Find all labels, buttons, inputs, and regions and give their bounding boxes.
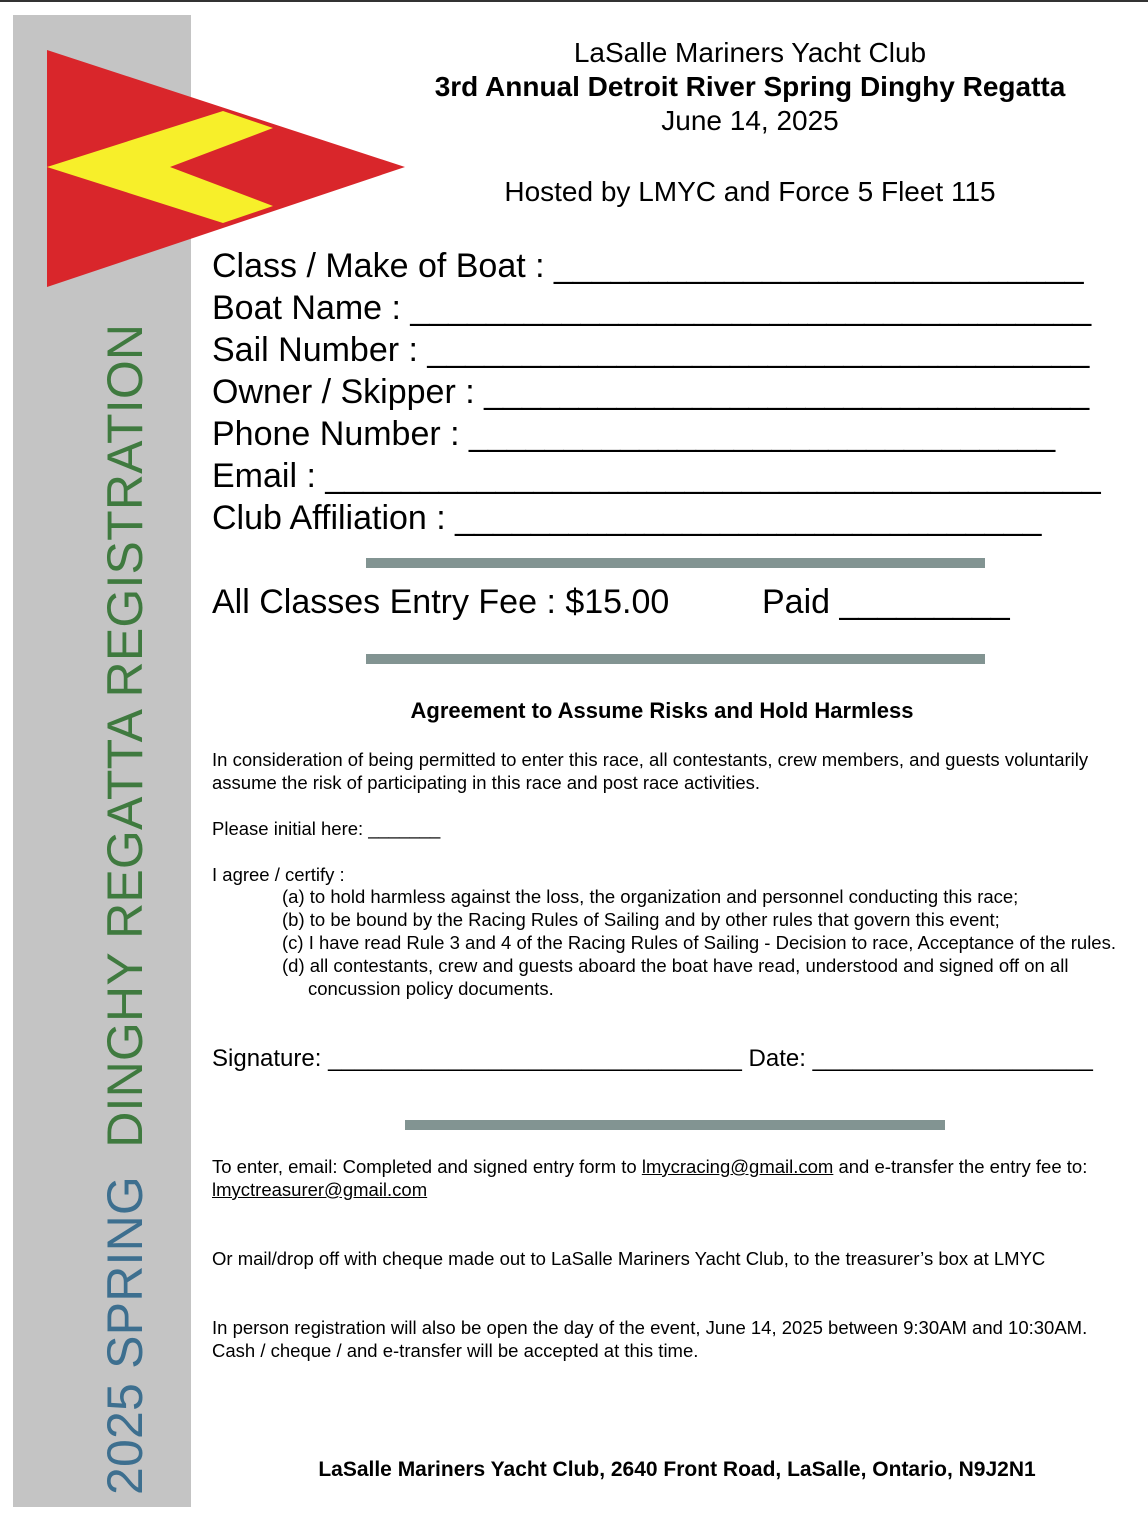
agreement-list [282,885,1142,1000]
entry-fee-label: All Classes Entry Fee : $15.00 [212,583,670,621]
agreement-intro: In consideration of being permitted to enter this race, all contestants, crew members, and guests voluntarily assume the risk of participating in this race and post race activities. [212,749,1089,793]
email-text-2: and e-transfer the entry fee to: [833,1156,1088,1177]
initial-field[interactable]: Please initial here: _______ [212,818,441,839]
field-phone-number[interactable]: Phone Number : _______________________________ [212,415,1056,453]
event-date: June 14, 2025 [661,105,839,136]
mail-instructions: Or mail/drop off with cheque made out to LaSalle Mariners Yacht Club, to the treasurer’s box at LMYC [212,1248,1046,1269]
field-email[interactable]: Email : _________________________________________ [212,457,1101,495]
signature-field[interactable]: Signature: _______________________________ [212,1045,742,1072]
event-title: 3rd Annual Detroit River Spring Dinghy Regatta [434,71,1066,102]
agreement-item: (c) I have read Rule 3 and 4 of the Racing Rules of Sailing - Decision to race, Acceptance of the rules. [282,932,1116,953]
field-sail-number[interactable]: Sail Number : ___________________________________ [212,331,1090,369]
agree-heading: I agree / certify : [212,864,345,885]
top-border-rule [0,0,1148,2]
field-club-affiliation[interactable]: Club Affiliation : _______________________________ [212,499,1042,537]
divider-bar [405,1120,945,1130]
racing-email-link[interactable]: lmycracing@gmail.com [641,1156,834,1177]
signature-row [212,1045,1093,1073]
vertical-event-title [97,315,156,1495]
agreement-item: (a) to hold harmless against the loss, the organization and personnel conducting this race; [282,886,1019,907]
footer-address: LaSalle Mariners Yacht Club, 2640 Front Road, LaSalle, Ontario, N9J2N1 [318,1458,1036,1481]
field-boat-name[interactable]: Boat Name : ____________________________________ [212,289,1092,327]
registration-fields [212,245,1101,539]
date-field[interactable]: Date: _____________________ [748,1045,1093,1072]
entry-fee-row [212,583,1010,622]
divider-bar [366,654,985,664]
email-instructions [212,1155,1132,1201]
divider-bar [366,558,985,568]
agreement-title: Agreement to Assume Risks and Hold Harmless [410,698,914,723]
club-name: LaSalle Mariners Yacht Club [573,37,927,68]
agreement-item: (b) to be bound by the Racing Rules of Sailing and by other rules that govern this event; [282,909,1000,930]
paid-field[interactable]: Paid _________ [762,583,1010,621]
page-header [355,36,1145,138]
vertical-title-year-season: 2025 SPRING [97,1175,153,1495]
hosted-by: Hosted by LMYC and Force 5 Fleet 115 [504,176,996,207]
field-class-make[interactable]: Class / Make of Boat : ____________________________ [212,247,1084,285]
in-person-instructions: In person registration will also be open the day of the event, June 14, 2025 between 9:30AM and 10:30AM. Cash / cheque / and e-transfer will be accepted at this time. [212,1317,1088,1361]
agreement-item: (d) all contestants, crew and guests aboard the boat have read, understood and signed off on all concussion policy documents. [282,955,1069,999]
treasurer-email-link[interactable]: lmyctreasurer@gmail.com [212,1179,428,1200]
field-owner-skipper[interactable]: Owner / Skipper : ________________________________ [212,373,1090,411]
vertical-title-registration: DINGHY REGATTA REGISTRATION [97,323,153,1148]
email-text-1: To enter, email: Completed and signed entry form to [212,1156,642,1177]
